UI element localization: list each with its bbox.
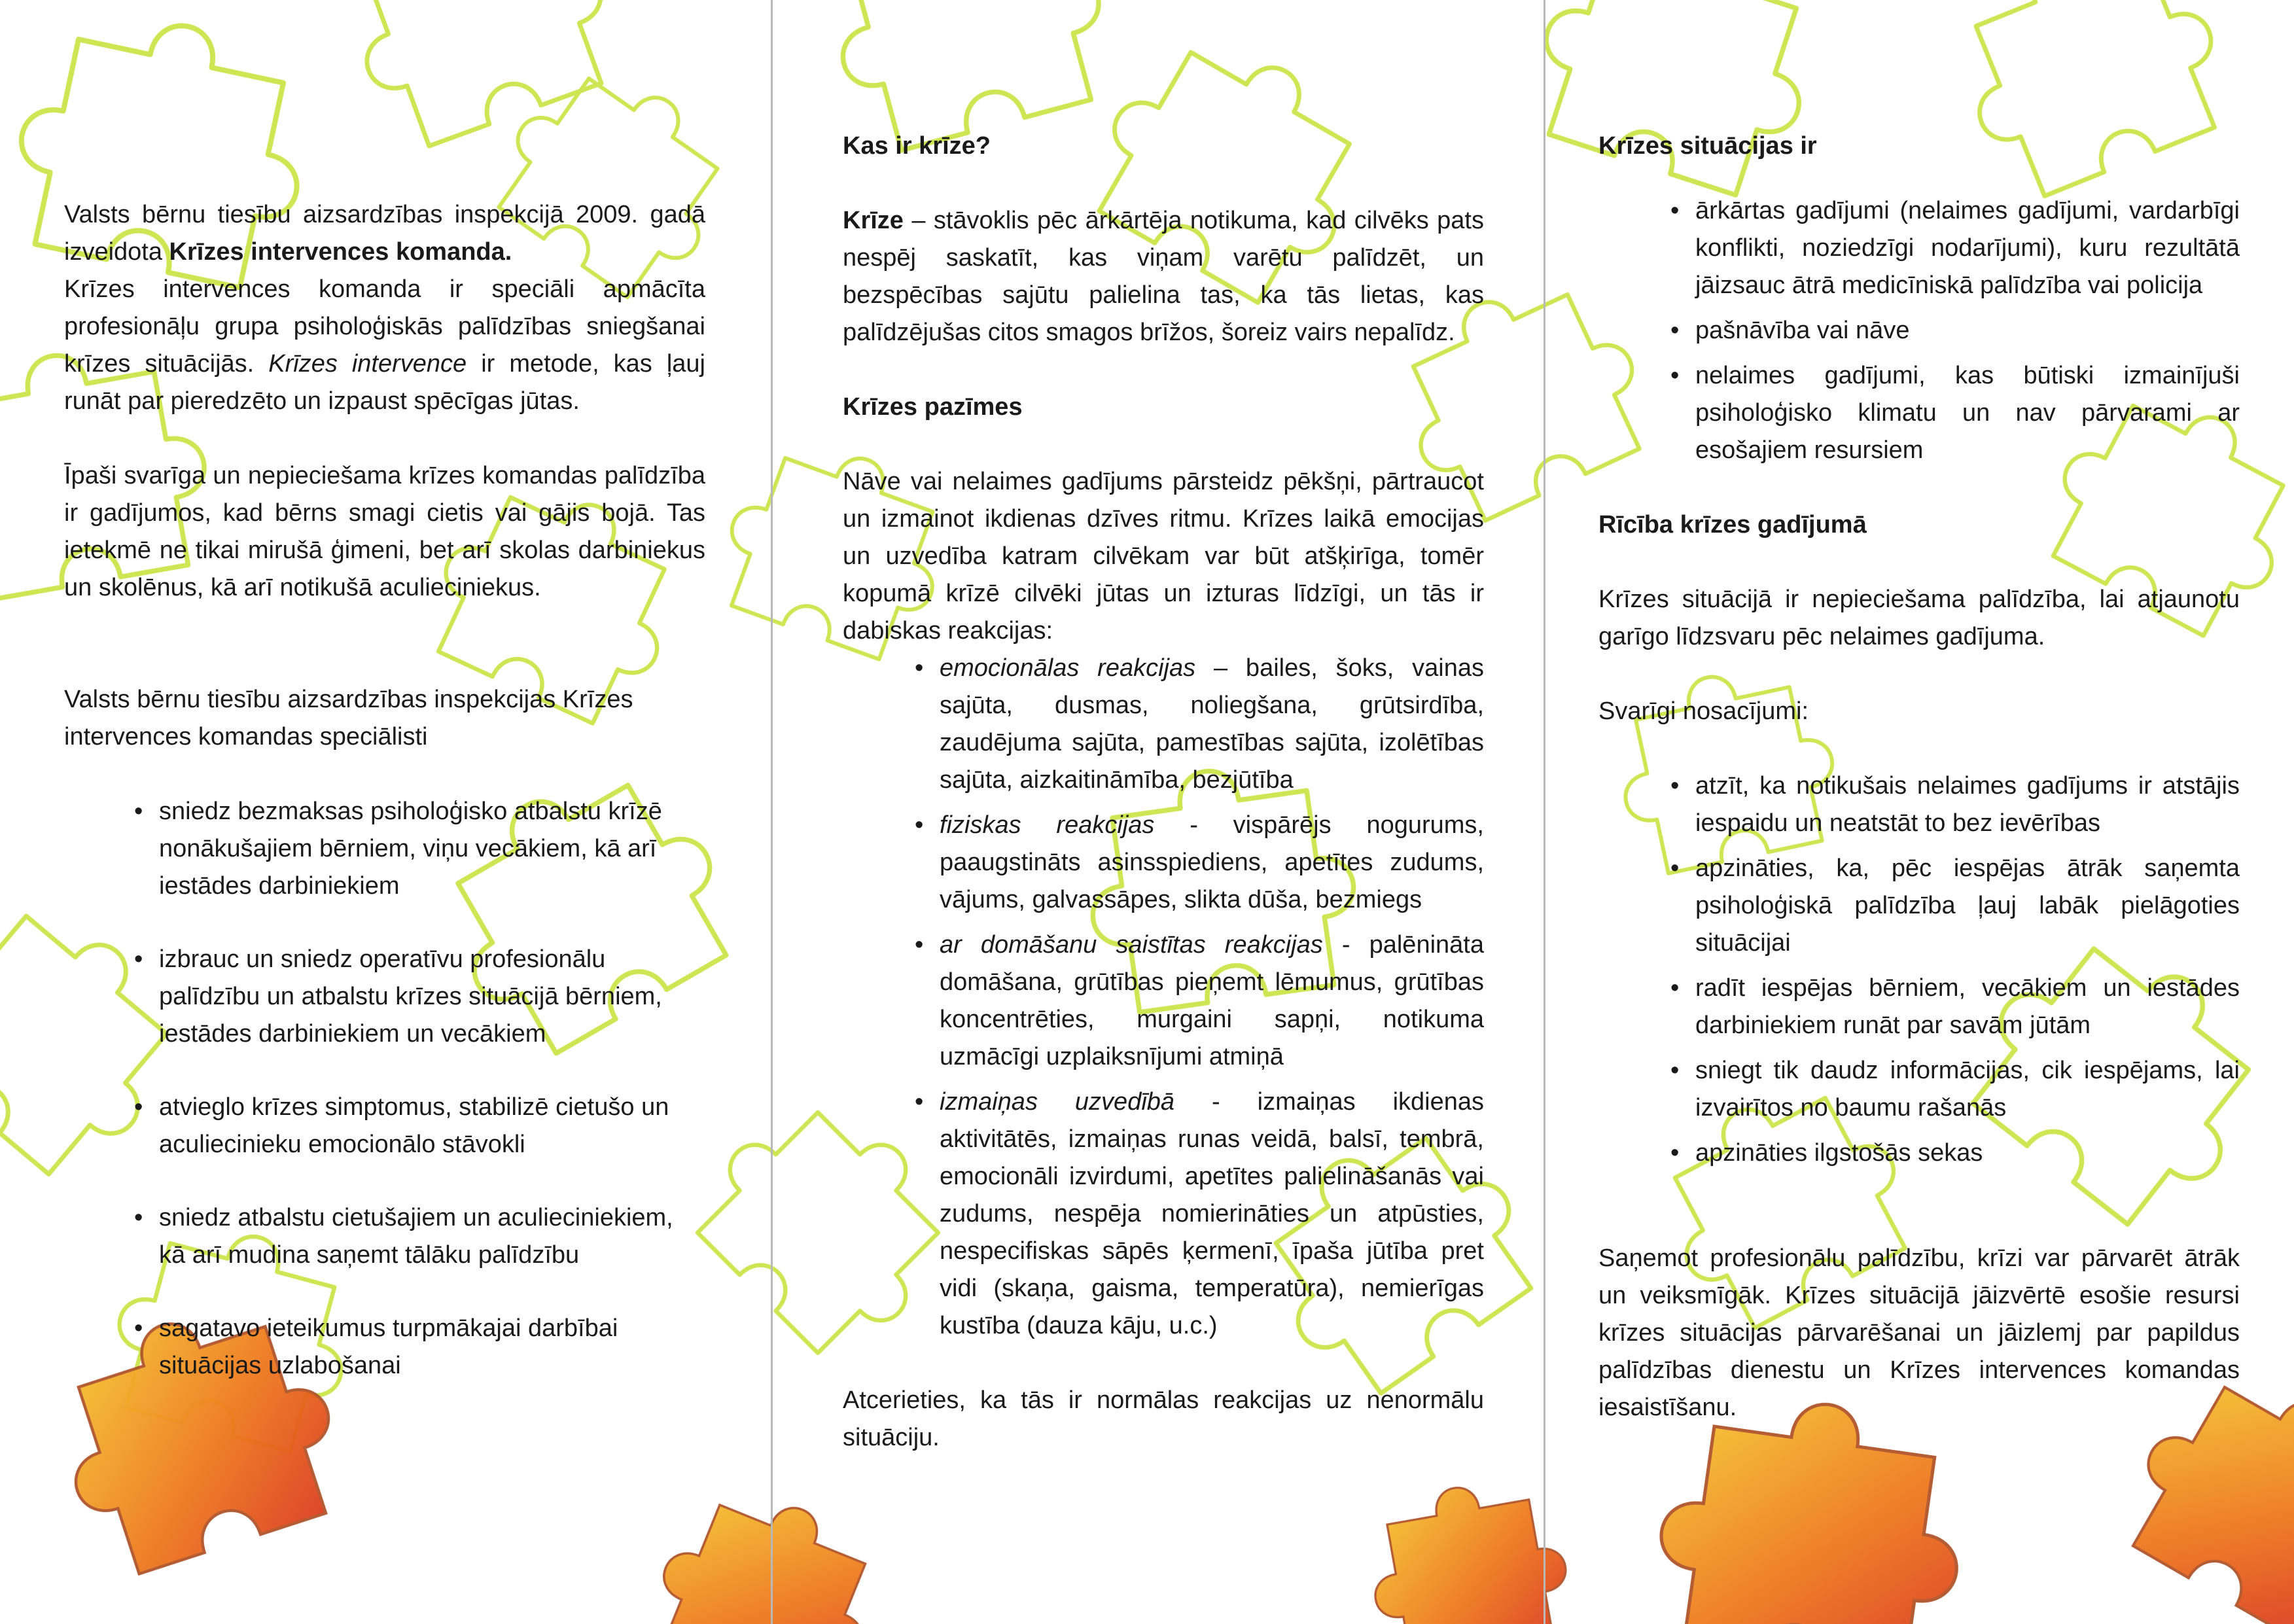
team-description: Krīzes intervences komanda ir speciāli apmācīta profesionāļu grupa psiholoģiskās palīdzības sniegšanai krīzes situācijās. [64,275,705,378]
reaction-term: emocionālas reakcijas [940,654,1196,682]
list-item: • apzināties, ka, pēc iespējas ātrāk saņemta psiholoģiskā palīdzība ļauj labāk pielāgoties situācijai [1695,850,2240,962]
closing-paragraph: Saņemot profesionālu palīdzību, krīzi var pārvarēt ātrāk un veiksmīgāk. Krīzes situācijā jāizvērtē esošie resursi krīzes situācijas pārvarēšanai un jāizlemj par papildus palīdzības dienestu un Krīzes intervences komandas iesaistīšanu. [1598,1244,2240,1421]
reaction-term: izmaiņas uzvedībā [940,1088,1175,1116]
reaction-text: - palēnināta domāšana, grūtības pieņemt lēmumus, grūtības koncentrēties, murgaini sapņi, notikuma uzmācīgi uzplaiksnījumi atmiņā [940,931,1484,1070]
list-item [940,927,1484,1076]
fold-line-left [771,0,773,1624]
list-item [940,1084,1484,1345]
list-item: • sniedz bezmaksas psiholoģisko atbalstu krīzē nonākušajiem bērniem, viņu vecākiem, kā arī iestādes darbiniekiem [159,793,705,905]
heading-crisis-action: Rīcība krīzes gadījumā [1598,511,1867,538]
list-item: • nelaimes gadījumi, kas būtiski izmainījuši psiholoģisko klimatu un nav pārvarami ar esošajiem resursiem [1695,357,2240,469]
list-item: • atvieglo krīzes simptomus, stabilizē cietušo un aculiecinieku emocionālo stāvokli [159,1089,705,1163]
specialists-list [159,793,705,1385]
importance-paragraph: Īpaši svarīga un nepieciešama krīzes komandas palīdzība ir gadījumos, kad bērns smagi cietis vai gājis bojā. Tas ietekmē ne tikai mirušā ģimeni, bet arī skolas darbiniekus un skolēnus, kā arī notikušā aculieciniekus. [64,462,705,601]
crisis-definition [843,202,1484,351]
signs-intro: Nāve vai nelaimes gadījums pārsteidz pēkšņi, pārtraucot un izmainot ikdienas dzīves ritmu. Krīzes laikā emocijas un uzvedība katram cilvēkam var būt atšķirīga, tomēr kopumā krīzē cilvēki jūtas un izturas līdzīgi, un tās ir dabiskas reakcijas: [843,468,1484,644]
list-item: • ārkārtas gadījumi (nelaimes gadījumi, vardarbīgi konflikti, noziedzīgi nodarījumi), kuru rezultātā jāizsauc ātrā medicīniskā palīdzība vai policija [1695,192,2240,304]
panel-right [1598,128,2240,1426]
definition-text: – stāvoklis pēc ārkārtēja notikuma, kad cilvēks pats nespēj saskatīt, kas viņam varētu palīdzēt, un bezspēcības sajūtu palielina tas, ka tās lietas, kas palīdzējušas citos smagos brīžos, šoreiz vairs nepalīdz. [843,207,1484,346]
list-item: • sniedz atbalstu cietušajiem un aculieciniekiem, kā arī mudina saņemt tālāku palīdzību [159,1199,705,1274]
list-item: • sniegt tik daudz informācijas, cik iespējams, lai izvairītos no baumu rašanās [1695,1052,2240,1127]
reaction-term: fiziskas reakcijas [940,811,1155,839]
list-item: • sagatavo ieteikumus turpmākajai darbībai situācijas uzlabošanai [159,1310,705,1385]
list-item [940,807,1484,919]
panel-middle [843,128,1484,1456]
reaction-term: ar domāšanu saistītas reakcijas [940,931,1323,959]
intro-text: Valsts bērnu tiesību aizsardzības inspekcijā 2009. gadā izveidota [64,201,705,266]
intro-paragraph [64,196,705,420]
reaction-text: - izmaiņas ikdienas aktivitātēs, izmaiņas runas veidā, balsī, tembrā, emocionāli izvirdumi, apetītes palielināšanās vai zudums, nespēja nomierināties un atpūsties, nespecifiskas sāpēs ķermenī, īpaša jūtība pret vidi (skaņa, gaisma, temperatūra), nemierīgas kustība (dauza kāju, u.c.) [940,1088,1485,1339]
conditions-label: Svarīgi nosacījumi: [1598,697,1809,725]
intro-team-name: Krīzes intervences komanda. [169,238,512,266]
list-item: • radīt iespējas bērniem, vecākiem un iestādes darbiniekiem runāt par savām jūtām [1695,970,2240,1044]
reaction-text: – bailes, šoks, vainas sajūta, dusmas, noliegšana, grūtsirdība, zaudējuma sajūta, pamestības sajūta, izolētības sajūta, aizkaitināmība, bezjūtība [940,654,1484,794]
method-description: ir metode, kas ļauj runāt par pieredzēto un izpaust spēcīgas jūtas. [64,350,705,415]
list-item: • apzināties ilgstošās sekas [1695,1135,2240,1172]
heading-what-is-crisis: Kas ir krīze? [843,132,991,160]
heading-crisis-situations: Krīzes situācijas ir [1598,132,1817,160]
reaction-text: - vispārējs nogurums, paaugstināts asinsspiediens, apetītes zudums, vājums, galvassāpes, slikta dūša, bezmiegs [940,811,1484,913]
remember-note: Atcerieties, ka tās ir normālas reakcijas uz nenormālu situāciju. [843,1386,1484,1451]
specialists-intro: Valsts bērnu tiesību aizsardzības inspekcijas Krīzes intervences komandas speciālisti [64,686,633,750]
conditions-list [1695,768,2240,1172]
list-item: • izbrauc un sniedz operatīvu profesionālu palīdzību un atbalstu krīzes situācijā bērniem, iestādes darbiniekiem un vecākiem [159,941,705,1053]
list-item: • pašnāvība vai nāve [1695,312,2240,349]
heading-crisis-signs: Krīzes pazīmes [843,393,1023,421]
reactions-list [940,650,1484,1345]
situations-list [1695,192,2240,469]
definition-term: Krīze [843,207,904,234]
list-item: • atzīt, ka notikušais nelaimes gadījums ir atstājis iespaidu un neatstāt to bez ievērības [1695,768,2240,842]
fold-line-right [1544,0,1545,1624]
panel-left [64,196,705,1421]
method-term: Krīzes intervence [268,350,467,378]
list-item [940,650,1484,799]
action-text: Krīzes situācijā ir nepieciešama palīdzība, lai atjaunotu garīgo līdzsvaru pēc nelaimes gadījuma. [1598,586,2240,650]
